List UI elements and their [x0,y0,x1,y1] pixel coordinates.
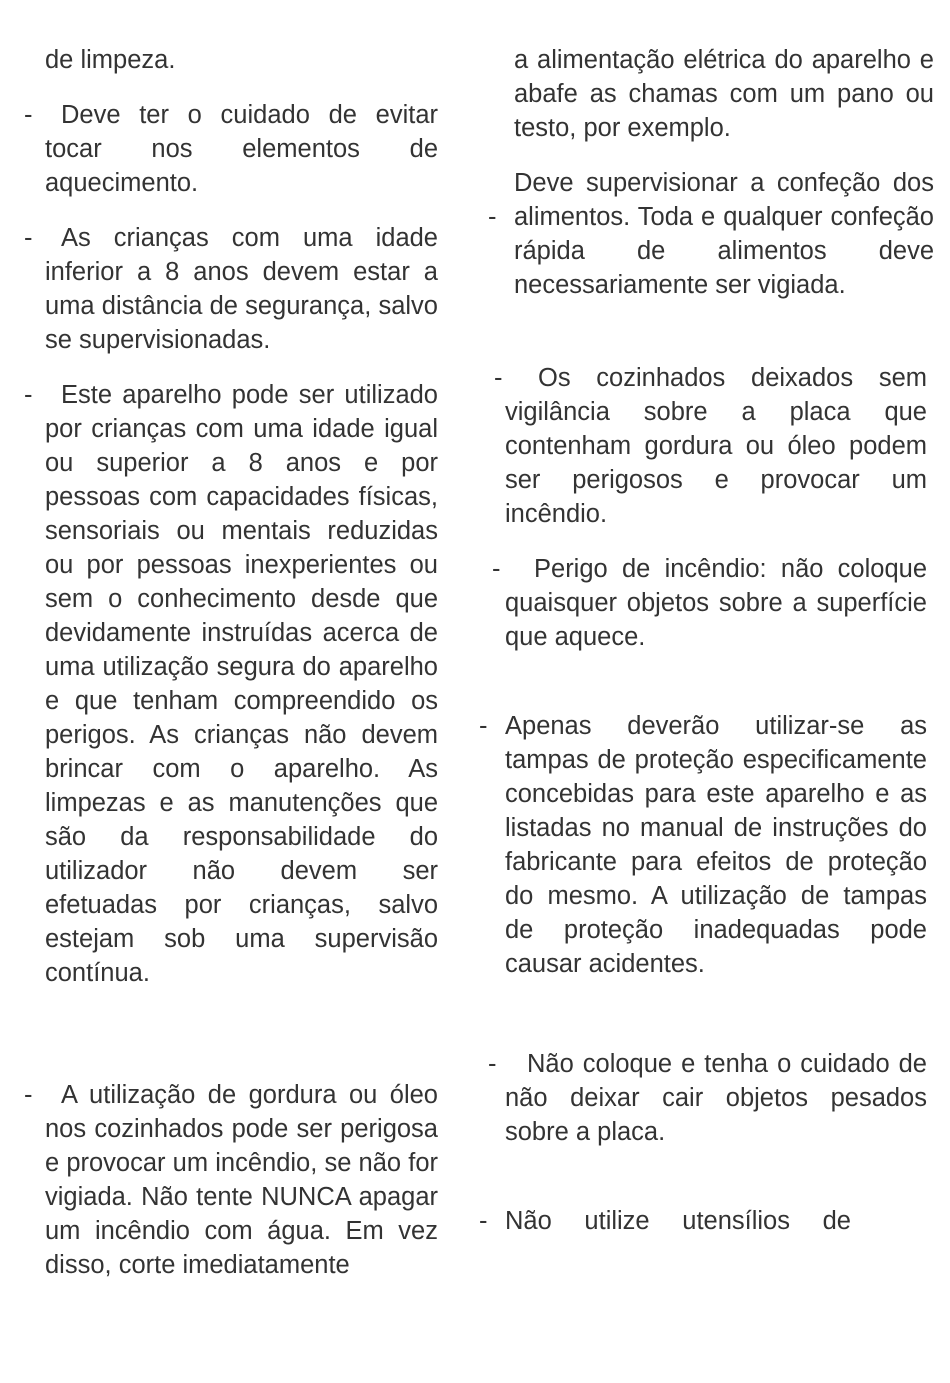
right-continuation-text: a alimentação elétrica do aparelho e abafe as chamas com um pano ou testo, por exemplo. [514,46,934,142]
list-item-text: Apenas deverão utilizar-se as tampas de proteção especificamente concebidas para este aparelho e as listadas no manual de instruções do fabricante para efeitos de proteção do mesmo. A utilização de tampas de proteção inadequadas pode causar acidentes. [505,712,927,978]
list-item-text: Não utilize utensílios de [505,1207,851,1235]
bullet-dash: - [24,101,33,129]
list-item-text: Deve supervisionar a confeção dos alimentos. Toda e qualquer confeção rápida de alimentos deve necessariamente ser vigiada. [514,169,934,299]
list-item-text: As crianças com uma idade inferior a 8 anos devem estar a uma distância de segurança, salvo se supervisionadas. [45,224,438,354]
list-item-text: Este aparelho pode ser utilizado por crianças com uma idade igual ou superior a 8 anos e por pessoas com capacidades físicas, sensoriais ou mentais reduzidas ou por pessoas inexperientes ou sem o conhecimento desde que devidamente instruídas acerca de uma utilização segura do aparelho e que tenham compreendido os perigos. As crianças não devem brincar com o aparelho. As limpezas e as manutenções que são da responsabilidade do utilizador não devem ser efetuadas por crianças, salvo estejam sob uma supervisão contínua. [45,381,438,987]
list-item-text: Não coloque e tenha o cuidado de não deixar cair objetos pesados sobre a placa. [505,1050,927,1146]
bullet-dash: - [479,712,488,740]
list-item-text: Os cozinhados deixados sem vigilância sobre a placa que contenham gordura ou óleo podem ser perigosos e provocar um incêndio. [505,364,927,528]
bullet-dash: - [24,381,33,409]
bullet-dash: - [494,364,503,392]
bullet-dash: - [492,555,501,583]
bullet-dash: - [479,1207,488,1235]
list-item-text: A utilização de gordura ou óleo nos cozinhados pode ser perigosa e provocar um incêndio, se não for vigiada. Não tente NUNCA apagar um incêndio com água. Em vez disso, corte imediatamente [45,1081,438,1279]
bullet-dash: - [488,1050,497,1078]
bullet-dash: - [24,224,33,252]
list-item-text: Perigo de incêndio: não coloque quaisquer objetos sobre a superfície que aquece. [505,555,927,651]
bullet-dash: - [24,1081,33,1109]
bullet-dash: - [488,203,497,231]
list-item-text: Deve ter o cuidado de evitar tocar nos elementos de aquecimento. [45,101,438,197]
left-continuation-text: de limpeza. [45,46,176,74]
